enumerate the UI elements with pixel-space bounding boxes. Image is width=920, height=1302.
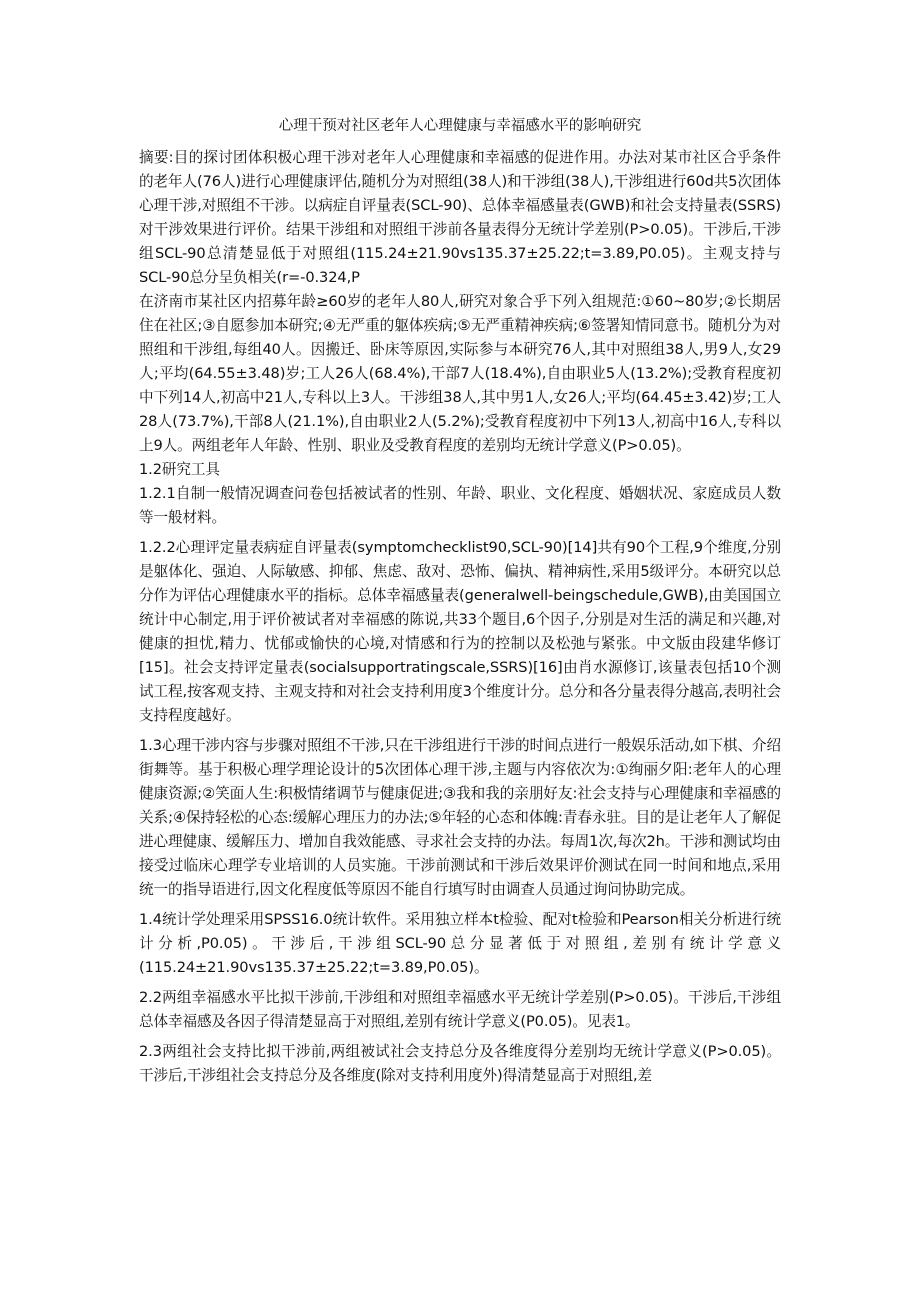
document-body	[139, 146, 781, 1088]
section-1-2-2-paragraph: 1.2.2心理评定量表病症自评量表(symptomchecklist90,SCL-90)[14]共有90个工程,9个维度,分别是躯体化、强迫、人际敏感、抑郁、焦虑、敌对、恐怖、偏执、精神病性,采用5级评分。本研究以总分作为评估心理健康水平的指标。总体幸福感量表(generalwell-beingschedule,GWB),由美国国立统计中心制定,用于评价被试者对幸福感的陈说,共33个题目,6个因子,分别是对生活的满足和兴趣,对健康的担忧,精力、忧郁或愉快的心境,对情感和行为的控制以及松弛与紧张。中文版由段建华修订[15]。社会支持评定量表(socialsupportratingscale,SSRS)[16]由肖水源修订,该量表包括10个测试工程,按客观支持、主观支持和对社会支持利用度3个维度计分。总分和各分量表得分越高,表明社会支持程度越好。	[139, 539, 781, 724]
section-1-2-1-paragraph: 1.2.1自制一般情况调查问卷包括被试者的性别、年龄、职业、文化程度、婚姻状况、家庭成员人数等一般材料。	[139, 485, 781, 526]
subjects-paragraph: 在济南市某社区内招募年龄≥60岁的老年人80人,研究对象合乎下列入组规范:①60~80岁;②长期居住在社区;③自愿参加本研究;④无严重的躯体疾病;⑤无严重精神疾病;⑥签署知情同意书。随机分为对照组和干涉组,每组40人。因搬迁、卧床等原因,实际参与本研究76人,其中对照组38人,男9人,女29人;平均(64.55±3.48)岁;工人26人(68.4%),干部7人(18.4%),自由职业5人(13.2%);受教育程度初中下列14人,初高中21人,专科以上3人。干涉组38人,其中男1人,女26人;平均(64.45±3.42)岁;工人28人(73.7%),干部8人(21.1%),自由职业2人(5.2%);受教育程度初中下列13人,初高中16人,专科以上9人。两组老年人年龄、性别、职业及受教育程度的差别均无统计学意义(P>0.05)。	[139, 293, 781, 454]
section-heading-1-2: 1.2研究工具	[139, 461, 220, 478]
section-1-4-paragraph: 1.4统计学处理采用SPSS16.0统计软件。采用独立样本t检验、配对t检验和Pearson相关分析进行统计分析,P0.05)。干涉后,干涉组SCL-90总分显著低于对照组,差别有统计学意义(115.24±21.90vs135.37±25.22;t=3.89,P0.05)。	[139, 911, 781, 976]
page-title: 心理干预对社区老年人心理健康与幸福感水平的影响研究	[278, 118, 642, 134]
section-2-2-paragraph: 2.2两组幸福感水平比拟干涉前,干涉组和对照组幸福感水平无统计学差别(P>0.05)。干涉后,干涉组总体幸福感及各因子得清楚显高于对照组,差别有统计学意义(P0.05)。见表1。	[139, 989, 781, 1030]
section-1-3-paragraph: 1.3心理干涉内容与步骤对照组不干涉,只在干涉组进行干涉的时间点进行一般娱乐活动,如下棋、介绍街舞等。基于积极心理学理论设计的5次团体心理干涉,主题与内容依次为:①绚丽夕阳:老年人的心理健康资源;②笑面人生:积极情绪调节与健康促进;③我和我的亲朋好友:社会支持与心理健康和幸福感的关系;④保持轻松的心态:缓解心理压力的办法;⑤年轻的心态和体魄:青春永驻。目的是让老年人了解促进心理健康、缓解压力、增加自我效能感、寻求社会支持的办法。每周1次,每次2h。干涉和测试均由接受过临床心理学专业培训的人员实施。干涉前测试和干涉后效果评价测试在同一时间和地点,采用统一的指导语进行,因文化程度低等原因不能自行填写时由调查人员通过询问协助完成。	[139, 737, 781, 898]
abstract-paragraph: 摘要:目的探讨团体积极心理干涉对老年人心理健康和幸福感的促进作用。办法对某市社区合乎条件的老年人(76人)进行心理健康评估,随机分为对照组(38人)和干涉组(38人),干涉组进行60d共5次团体心理干涉,对照组不干涉。以病症自评量表(SCL-90)、总体幸福感量表(GWB)和社会支持量表(SSRS)对干涉效果进行评价。结果干涉组和对照组干涉前各量表得分无统计学差别(P>0.05)。干涉后,干涉组SCL-90总清楚显低于对照组(115.24±21.90vs135.37±25.22;t=3.89,P0.05)。主观支持与SCL-90总分呈负相关(r=-0.324,P	[139, 149, 781, 286]
section-2-3-paragraph: 2.3两组社会支持比拟干涉前,两组被试社会支持总分及各维度得分差别均无统计学意义(P>0.05)。干涉后,干涉组社会支持总分及各维度(除对支持利用度外)得清楚显高于对照组,差	[139, 1043, 781, 1084]
